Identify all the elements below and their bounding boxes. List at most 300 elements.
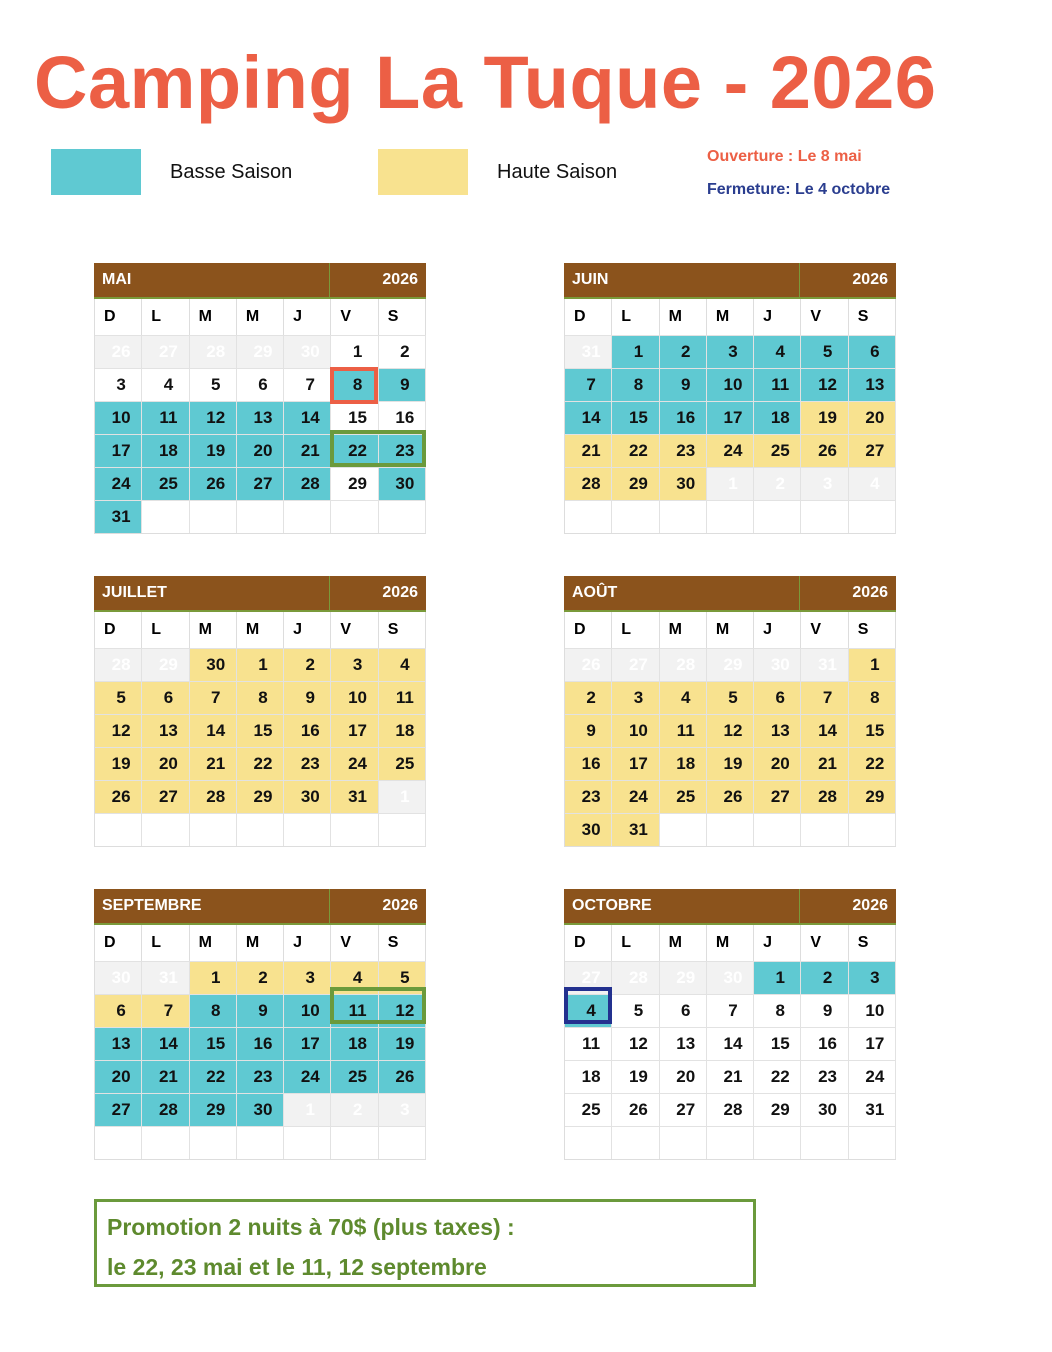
day-cell bbox=[142, 813, 189, 846]
day-cell bbox=[849, 500, 896, 533]
day-cell: 29 bbox=[142, 648, 189, 681]
weekday-label: S bbox=[849, 612, 896, 648]
day-cell: 6 bbox=[237, 368, 284, 401]
weekday-label: L bbox=[142, 299, 189, 335]
day-cell: 3 bbox=[331, 648, 378, 681]
day-cell: 28 bbox=[284, 467, 331, 500]
day-cell: 23 bbox=[660, 434, 707, 467]
day-cell: 6 bbox=[660, 994, 707, 1027]
month-year: 2026 bbox=[852, 271, 888, 288]
day-cell: 29 bbox=[849, 780, 896, 813]
month-name: JUILLET bbox=[94, 576, 330, 610]
weekday-label: M bbox=[660, 299, 707, 335]
day-cell: 28 bbox=[190, 780, 237, 813]
day-cell: 12 bbox=[612, 1027, 659, 1060]
day-cell: 17 bbox=[849, 1027, 896, 1060]
day-cell bbox=[754, 500, 801, 533]
day-cell: 28 bbox=[612, 961, 659, 994]
weekday-label: M bbox=[190, 925, 237, 961]
day-cell bbox=[565, 500, 612, 533]
day-cell: 26 bbox=[190, 467, 237, 500]
day-cell: 31 bbox=[612, 813, 659, 846]
day-cell: 26 bbox=[95, 335, 142, 368]
day-cell: 8 bbox=[237, 681, 284, 714]
month-year: 2026 bbox=[382, 584, 418, 601]
day-cell: 14 bbox=[565, 401, 612, 434]
day-cell: 1 bbox=[237, 648, 284, 681]
day-cell: 29 bbox=[190, 1093, 237, 1126]
day-cell: 10 bbox=[849, 994, 896, 1027]
day-cell: 27 bbox=[849, 434, 896, 467]
weekday-label: V bbox=[331, 925, 378, 961]
day-cell: 24 bbox=[284, 1060, 331, 1093]
day-cell: 18 bbox=[754, 401, 801, 434]
day-cell: 20 bbox=[849, 401, 896, 434]
day-cell: 8 bbox=[331, 368, 378, 401]
day-cell: 24 bbox=[331, 747, 378, 780]
weekday-label: L bbox=[612, 612, 659, 648]
day-cell: 20 bbox=[142, 747, 189, 780]
day-cell: 30 bbox=[801, 1093, 848, 1126]
day-cell: 25 bbox=[565, 1093, 612, 1126]
day-cell: 19 bbox=[707, 747, 754, 780]
day-cell: 7 bbox=[565, 368, 612, 401]
day-cell: 13 bbox=[660, 1027, 707, 1060]
day-cell: 17 bbox=[612, 747, 659, 780]
day-cell: 1 bbox=[754, 961, 801, 994]
day-cell: 1 bbox=[379, 780, 426, 813]
weekday-label: M bbox=[660, 612, 707, 648]
legend-basse-swatch bbox=[51, 149, 141, 195]
weekday-label: J bbox=[754, 925, 801, 961]
day-cell: 28 bbox=[95, 648, 142, 681]
promotion-line-1: Promotion 2 nuits à 70$ (plus taxes) : bbox=[107, 1214, 515, 1240]
day-cell: 16 bbox=[801, 1027, 848, 1060]
day-cell: 31 bbox=[849, 1093, 896, 1126]
day-cell: 26 bbox=[95, 780, 142, 813]
month-name: JUIN bbox=[564, 263, 800, 297]
day-cell: 26 bbox=[565, 648, 612, 681]
day-cell: 7 bbox=[707, 994, 754, 1027]
legend-basse-label: Basse Saison bbox=[170, 161, 293, 183]
day-cell: 30 bbox=[660, 467, 707, 500]
day-cell: 8 bbox=[612, 368, 659, 401]
day-cell: 9 bbox=[284, 681, 331, 714]
day-cell: 29 bbox=[660, 961, 707, 994]
weekday-label: V bbox=[801, 612, 848, 648]
day-cell: 5 bbox=[95, 681, 142, 714]
day-cell: 4 bbox=[379, 648, 426, 681]
day-cell: 11 bbox=[660, 714, 707, 747]
month-header bbox=[94, 889, 426, 925]
day-cell: 2 bbox=[331, 1093, 378, 1126]
day-cell: 11 bbox=[331, 994, 378, 1027]
weekday-row bbox=[94, 612, 426, 648]
day-cell: 3 bbox=[284, 961, 331, 994]
day-cell bbox=[612, 1126, 659, 1159]
day-cell: 30 bbox=[190, 648, 237, 681]
month-header bbox=[564, 576, 896, 612]
day-cell bbox=[331, 1126, 378, 1159]
day-cell: 28 bbox=[660, 648, 707, 681]
day-cell: 19 bbox=[612, 1060, 659, 1093]
day-cell: 31 bbox=[142, 961, 189, 994]
day-cell: 19 bbox=[190, 434, 237, 467]
day-cell: 11 bbox=[142, 401, 189, 434]
day-cell: 22 bbox=[754, 1060, 801, 1093]
day-cell: 2 bbox=[284, 648, 331, 681]
day-cell: 1 bbox=[612, 335, 659, 368]
day-cell: 2 bbox=[660, 335, 707, 368]
day-cell: 8 bbox=[754, 994, 801, 1027]
weekday-label: M bbox=[190, 612, 237, 648]
day-cell: 18 bbox=[379, 714, 426, 747]
day-cell: 18 bbox=[331, 1027, 378, 1060]
day-cell: 21 bbox=[801, 747, 848, 780]
day-grid bbox=[564, 648, 896, 847]
day-cell: 9 bbox=[801, 994, 848, 1027]
day-cell bbox=[237, 813, 284, 846]
day-cell bbox=[660, 813, 707, 846]
day-cell: 31 bbox=[95, 500, 142, 533]
month-header bbox=[94, 576, 426, 612]
weekday-label: M bbox=[707, 299, 754, 335]
day-cell bbox=[379, 813, 426, 846]
day-cell: 16 bbox=[660, 401, 707, 434]
day-cell: 13 bbox=[237, 401, 284, 434]
day-cell bbox=[849, 1126, 896, 1159]
day-cell: 15 bbox=[612, 401, 659, 434]
day-cell bbox=[142, 500, 189, 533]
day-cell: 29 bbox=[331, 467, 378, 500]
day-cell: 27 bbox=[95, 1093, 142, 1126]
page-title: Camping La Tuque - 2026 bbox=[34, 41, 937, 124]
fermeture-note: Fermeture: Le 4 octobre bbox=[707, 181, 891, 198]
day-cell bbox=[801, 813, 848, 846]
day-cell: 23 bbox=[379, 434, 426, 467]
day-cell: 27 bbox=[612, 648, 659, 681]
calendar-aout bbox=[564, 576, 896, 847]
day-cell: 17 bbox=[331, 714, 378, 747]
day-cell: 3 bbox=[95, 368, 142, 401]
day-cell: 1 bbox=[849, 648, 896, 681]
day-cell: 3 bbox=[849, 961, 896, 994]
day-cell: 27 bbox=[754, 780, 801, 813]
day-cell: 22 bbox=[237, 747, 284, 780]
day-cell: 3 bbox=[801, 467, 848, 500]
day-cell bbox=[660, 500, 707, 533]
day-cell: 4 bbox=[849, 467, 896, 500]
weekday-label: D bbox=[565, 925, 612, 961]
month-header bbox=[564, 889, 896, 925]
month-year: 2026 bbox=[852, 897, 888, 914]
day-cell bbox=[284, 813, 331, 846]
day-cell bbox=[237, 1126, 284, 1159]
day-cell: 29 bbox=[237, 780, 284, 813]
month-name: OCTOBRE bbox=[564, 889, 800, 923]
day-cell: 18 bbox=[660, 747, 707, 780]
day-cell: 2 bbox=[801, 961, 848, 994]
weekday-label: S bbox=[379, 612, 426, 648]
day-cell: 21 bbox=[707, 1060, 754, 1093]
day-cell: 7 bbox=[190, 681, 237, 714]
day-cell: 4 bbox=[142, 368, 189, 401]
day-cell: 8 bbox=[849, 681, 896, 714]
day-cell: 26 bbox=[707, 780, 754, 813]
weekday-label: J bbox=[284, 925, 331, 961]
day-cell: 28 bbox=[801, 780, 848, 813]
day-cell: 6 bbox=[142, 681, 189, 714]
day-cell bbox=[284, 500, 331, 533]
day-cell: 26 bbox=[379, 1060, 426, 1093]
day-cell: 28 bbox=[142, 1093, 189, 1126]
weekday-label: J bbox=[754, 299, 801, 335]
day-cell bbox=[331, 813, 378, 846]
day-cell: 29 bbox=[612, 467, 659, 500]
day-cell: 1 bbox=[707, 467, 754, 500]
weekday-label: V bbox=[801, 299, 848, 335]
day-cell bbox=[95, 813, 142, 846]
weekday-row bbox=[94, 299, 426, 335]
weekday-label: L bbox=[142, 925, 189, 961]
weekday-row bbox=[564, 925, 896, 961]
day-cell: 21 bbox=[565, 434, 612, 467]
day-cell: 2 bbox=[754, 467, 801, 500]
calendar-septembre bbox=[94, 889, 426, 1160]
day-cell bbox=[707, 813, 754, 846]
day-cell: 28 bbox=[565, 467, 612, 500]
day-cell: 30 bbox=[284, 780, 331, 813]
day-cell: 14 bbox=[142, 1027, 189, 1060]
day-cell: 31 bbox=[331, 780, 378, 813]
day-cell: 10 bbox=[331, 681, 378, 714]
day-cell: 13 bbox=[95, 1027, 142, 1060]
day-cell: 3 bbox=[379, 1093, 426, 1126]
day-cell: 5 bbox=[707, 681, 754, 714]
day-cell bbox=[142, 1126, 189, 1159]
day-cell: 12 bbox=[379, 994, 426, 1027]
weekday-label: V bbox=[331, 299, 378, 335]
day-cell: 25 bbox=[379, 747, 426, 780]
day-cell: 25 bbox=[660, 780, 707, 813]
day-cell: 28 bbox=[190, 335, 237, 368]
day-cell: 12 bbox=[95, 714, 142, 747]
day-cell: 28 bbox=[707, 1093, 754, 1126]
day-cell: 31 bbox=[801, 648, 848, 681]
day-cell: 23 bbox=[801, 1060, 848, 1093]
day-cell: 5 bbox=[379, 961, 426, 994]
day-cell: 1 bbox=[190, 961, 237, 994]
day-cell bbox=[190, 1126, 237, 1159]
day-cell: 27 bbox=[660, 1093, 707, 1126]
day-cell: 30 bbox=[707, 961, 754, 994]
day-grid bbox=[94, 648, 426, 847]
weekday-label: D bbox=[95, 925, 142, 961]
day-cell: 5 bbox=[190, 368, 237, 401]
day-cell: 22 bbox=[849, 747, 896, 780]
day-cell: 30 bbox=[379, 467, 426, 500]
weekday-label: L bbox=[142, 612, 189, 648]
day-cell: 23 bbox=[284, 747, 331, 780]
day-cell: 5 bbox=[612, 994, 659, 1027]
day-cell: 20 bbox=[95, 1060, 142, 1093]
day-cell: 29 bbox=[237, 335, 284, 368]
day-cell: 18 bbox=[142, 434, 189, 467]
day-cell: 17 bbox=[284, 1027, 331, 1060]
day-cell: 9 bbox=[660, 368, 707, 401]
calendar-octobre bbox=[564, 889, 896, 1160]
day-cell: 14 bbox=[284, 401, 331, 434]
day-cell: 19 bbox=[379, 1027, 426, 1060]
day-cell: 9 bbox=[565, 714, 612, 747]
month-name: MAI bbox=[94, 263, 330, 297]
weekday-label: M bbox=[237, 612, 284, 648]
ouverture-note: Ouverture : Le 8 mai bbox=[707, 148, 862, 165]
month-name: AOÛT bbox=[564, 576, 800, 610]
weekday-label: D bbox=[565, 612, 612, 648]
day-cell: 4 bbox=[754, 335, 801, 368]
day-cell bbox=[801, 1126, 848, 1159]
weekday-row bbox=[94, 925, 426, 961]
day-cell bbox=[190, 500, 237, 533]
day-cell bbox=[754, 813, 801, 846]
day-cell: 24 bbox=[612, 780, 659, 813]
day-cell: 5 bbox=[801, 335, 848, 368]
day-cell: 10 bbox=[612, 714, 659, 747]
day-cell bbox=[707, 500, 754, 533]
day-cell: 27 bbox=[237, 467, 284, 500]
day-cell: 15 bbox=[754, 1027, 801, 1060]
day-cell: 10 bbox=[95, 401, 142, 434]
day-cell: 16 bbox=[565, 747, 612, 780]
weekday-label: D bbox=[95, 612, 142, 648]
day-grid bbox=[564, 335, 896, 534]
day-cell: 25 bbox=[754, 434, 801, 467]
month-header bbox=[94, 263, 426, 299]
weekday-label: M bbox=[190, 299, 237, 335]
day-cell: 13 bbox=[754, 714, 801, 747]
weekday-label: J bbox=[754, 612, 801, 648]
day-cell bbox=[95, 1126, 142, 1159]
day-cell bbox=[754, 1126, 801, 1159]
day-cell: 3 bbox=[612, 681, 659, 714]
weekday-label: M bbox=[707, 612, 754, 648]
weekday-label: L bbox=[612, 299, 659, 335]
day-cell: 6 bbox=[95, 994, 142, 1027]
day-cell: 20 bbox=[660, 1060, 707, 1093]
day-cell: 24 bbox=[707, 434, 754, 467]
day-cell bbox=[379, 1126, 426, 1159]
calendar-juin bbox=[564, 263, 896, 534]
day-cell: 27 bbox=[142, 335, 189, 368]
weekday-label: S bbox=[379, 299, 426, 335]
day-cell: 22 bbox=[190, 1060, 237, 1093]
day-cell: 4 bbox=[565, 994, 612, 1027]
promo-may-highlight bbox=[330, 430, 426, 467]
day-cell: 20 bbox=[754, 747, 801, 780]
day-cell: 24 bbox=[849, 1060, 896, 1093]
day-cell: 16 bbox=[284, 714, 331, 747]
month-year: 2026 bbox=[382, 897, 418, 914]
day-cell: 6 bbox=[849, 335, 896, 368]
day-cell: 20 bbox=[237, 434, 284, 467]
day-cell: 1 bbox=[284, 1093, 331, 1126]
day-cell: 23 bbox=[565, 780, 612, 813]
month-year: 2026 bbox=[852, 584, 888, 601]
day-cell: 29 bbox=[754, 1093, 801, 1126]
weekday-label: S bbox=[849, 925, 896, 961]
day-cell: 25 bbox=[142, 467, 189, 500]
weekday-row bbox=[564, 299, 896, 335]
day-cell: 30 bbox=[237, 1093, 284, 1126]
month-name: SEPTEMBRE bbox=[94, 889, 330, 923]
day-cell: 9 bbox=[237, 994, 284, 1027]
day-cell: 7 bbox=[284, 368, 331, 401]
weekday-label: J bbox=[284, 299, 331, 335]
promo-sept-highlight bbox=[330, 987, 426, 1024]
day-cell: 17 bbox=[707, 401, 754, 434]
day-cell: 6 bbox=[754, 681, 801, 714]
promotion-line-2: le 22, 23 mai et le 11, 12 septembre bbox=[107, 1254, 487, 1280]
day-cell: 4 bbox=[331, 961, 378, 994]
day-cell bbox=[612, 500, 659, 533]
weekday-label: J bbox=[284, 612, 331, 648]
day-cell: 15 bbox=[331, 401, 378, 434]
day-cell: 26 bbox=[612, 1093, 659, 1126]
day-cell: 15 bbox=[190, 1027, 237, 1060]
day-cell: 3 bbox=[707, 335, 754, 368]
weekday-label: M bbox=[707, 925, 754, 961]
day-cell: 11 bbox=[754, 368, 801, 401]
day-cell bbox=[284, 1126, 331, 1159]
day-cell bbox=[660, 1126, 707, 1159]
day-cell: 14 bbox=[190, 714, 237, 747]
day-cell: 23 bbox=[237, 1060, 284, 1093]
day-grid bbox=[564, 961, 896, 1160]
day-cell: 21 bbox=[190, 747, 237, 780]
day-cell bbox=[331, 500, 378, 533]
day-cell: 10 bbox=[707, 368, 754, 401]
day-cell: 30 bbox=[95, 961, 142, 994]
day-cell: 21 bbox=[142, 1060, 189, 1093]
day-cell: 14 bbox=[801, 714, 848, 747]
day-cell: 7 bbox=[801, 681, 848, 714]
day-cell: 26 bbox=[801, 434, 848, 467]
month-year: 2026 bbox=[382, 271, 418, 288]
closing-day-highlight bbox=[564, 987, 612, 1024]
weekday-label: V bbox=[331, 612, 378, 648]
day-cell: 7 bbox=[142, 994, 189, 1027]
weekday-label: M bbox=[237, 299, 284, 335]
day-cell bbox=[379, 500, 426, 533]
day-cell: 19 bbox=[801, 401, 848, 434]
day-cell bbox=[237, 500, 284, 533]
day-cell: 13 bbox=[849, 368, 896, 401]
day-cell: 24 bbox=[95, 467, 142, 500]
day-cell: 25 bbox=[331, 1060, 378, 1093]
day-cell: 17 bbox=[95, 434, 142, 467]
weekday-label: D bbox=[565, 299, 612, 335]
calendar-juillet bbox=[94, 576, 426, 847]
day-cell: 21 bbox=[284, 434, 331, 467]
day-cell: 18 bbox=[565, 1060, 612, 1093]
day-cell: 2 bbox=[379, 335, 426, 368]
day-cell: 11 bbox=[379, 681, 426, 714]
weekday-label: M bbox=[660, 925, 707, 961]
weekday-label: V bbox=[801, 925, 848, 961]
day-cell: 2 bbox=[565, 681, 612, 714]
day-cell: 8 bbox=[190, 994, 237, 1027]
